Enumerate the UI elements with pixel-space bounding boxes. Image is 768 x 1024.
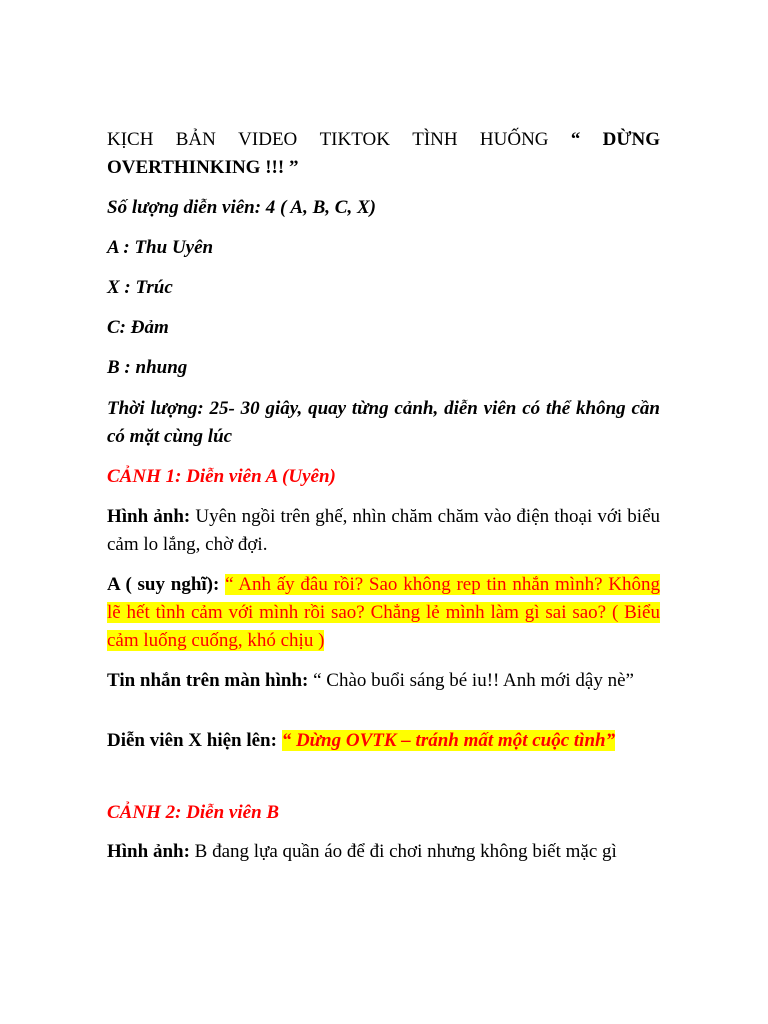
scene-1-thought bbox=[107, 571, 660, 655]
scene-2-image-description bbox=[107, 838, 660, 866]
scene-1-heading: CẢNH 1: Diễn viên A (Uyên) bbox=[107, 466, 336, 487]
image-label: Hình ảnh: bbox=[107, 506, 191, 527]
message-text: “ Chào buổi sáng bé iu!! Anh mới dậy nè” bbox=[313, 670, 634, 691]
thought-label: A ( suy nghĩ): bbox=[107, 574, 220, 595]
title-line-1 bbox=[107, 126, 660, 154]
actor-x-label: Diễn viên X hiện lên: bbox=[107, 730, 277, 751]
cast-member-x: X : Trúc bbox=[107, 277, 173, 298]
image-label: Hình ảnh: bbox=[107, 841, 190, 862]
cast-member-c: C: Đảm bbox=[107, 317, 169, 338]
image-text: B đang lựa quần áo để đi chơi nhưng không biết mặc gì bbox=[194, 841, 617, 862]
title-line-2: OVERTHINKING !!! ” bbox=[107, 157, 299, 178]
scene-1-image-description bbox=[107, 503, 660, 559]
cast-count: Số lượng diễn viên: 4 ( A, B, C, X) bbox=[107, 197, 376, 218]
scene-1-onscreen-message bbox=[107, 667, 660, 695]
cast-member-b: B : nhung bbox=[107, 357, 188, 378]
title-word: VIDEO bbox=[238, 129, 298, 150]
cast-member-a: A : Thu Uyên bbox=[107, 237, 214, 258]
message-label: Tin nhắn trên màn hình: bbox=[107, 670, 309, 691]
image-text: Uyên ngồi trên ghế, nhìn chăm chăm vào điện thoại với biểu cảm lo lắng, chờ đợi. bbox=[107, 506, 661, 555]
title-word: DỪNG bbox=[602, 129, 660, 150]
document-title bbox=[107, 126, 660, 182]
scene-1-actor-x bbox=[107, 727, 660, 755]
title-word: TÌNH bbox=[412, 129, 458, 150]
thought-text: “ Anh ấy đâu rồi? Sao không rep tin nhắn mình? Không lẽ hết tình cảm với mình rồi sao? Chẳng lẻ mình làm gì sai sao? ( Biểu cảm luống cuống, khó chịu ) bbox=[107, 574, 660, 651]
title-word: BẢN bbox=[175, 129, 216, 150]
title-word: HUỐNG bbox=[479, 129, 549, 150]
scene-2-heading: CẢNH 2: Diễn viên B bbox=[107, 802, 280, 823]
title-word: TIKTOK bbox=[319, 129, 390, 150]
title-word: KỊCH bbox=[107, 129, 154, 150]
title-word: “ bbox=[570, 129, 581, 150]
actor-x-text: “ Dừng OVTK – tránh mất một cuộc tình” bbox=[281, 730, 616, 751]
duration-note: Thời lượng: 25- 30 giây, quay từng cảnh, diễn viên có thể không cần có mặt cùng lúc bbox=[107, 398, 660, 447]
